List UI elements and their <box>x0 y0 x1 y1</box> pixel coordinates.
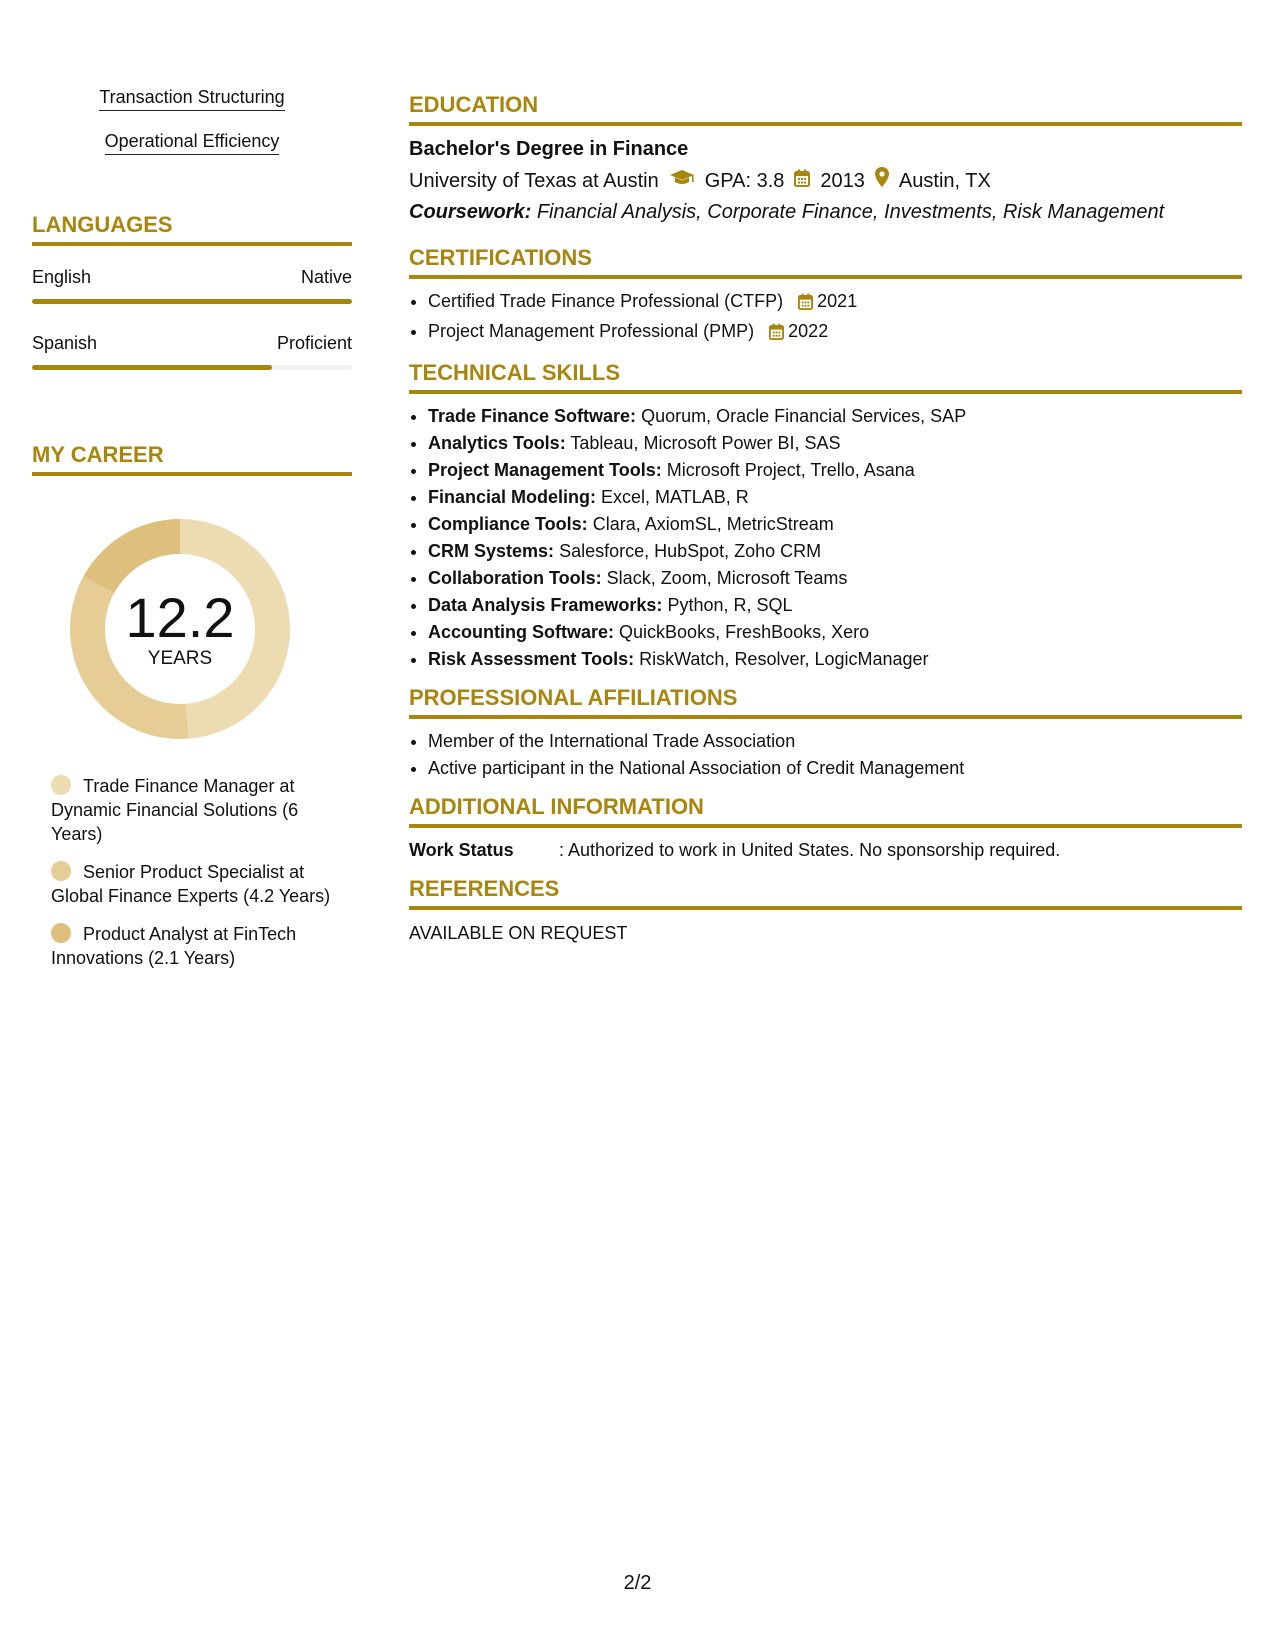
skill-tag-label: Operational Efficiency <box>105 130 280 155</box>
career-legend-text: Senior Product Specialist at Global Finance Experts (4.2 Years) <box>51 862 331 906</box>
calendar-icon <box>794 168 810 194</box>
career-legend-item <box>32 774 352 846</box>
skill-item <box>428 403 1242 430</box>
skill-value: Quorum, Oracle Financial Services, SAP <box>641 406 967 426</box>
language-progress-bar <box>32 365 352 370</box>
skill-value: QuickBooks, FreshBooks, Xero <box>619 622 870 642</box>
education-degree: Bachelor's Degree in Finance <box>409 138 689 160</box>
skill-label: Project Management Tools: <box>428 460 662 480</box>
skill-value: Tableau, Microsoft Power BI, SAS <box>570 433 841 453</box>
skill-item <box>428 619 1242 646</box>
skill-value: Microsoft Project, Trello, Asana <box>666 460 915 480</box>
skill-label: Accounting Software: <box>428 622 615 642</box>
work-status-label: Work Status <box>409 840 514 860</box>
career-heading: MY CAREER <box>32 442 352 476</box>
graduation-cap-icon <box>669 168 695 194</box>
career-legend-item <box>32 860 352 908</box>
calendar-icon <box>769 321 784 348</box>
skill-value: Salesforce, HubSpot, Zoho CRM <box>559 541 822 561</box>
language-progress-fill <box>32 365 272 370</box>
skill-item <box>428 511 1242 538</box>
technical-skills-list <box>409 403 1242 673</box>
education-heading: EDUCATION <box>409 92 1242 126</box>
education-year: 2013 <box>820 169 865 192</box>
skill-item <box>428 592 1242 619</box>
skill-value: Python, R, SQL <box>667 595 793 615</box>
skill-label: Risk Assessment Tools: <box>428 649 635 669</box>
coursework-value: Financial Analysis, Corporate Finance, Investments, Risk Management <box>536 201 1165 223</box>
coursework-label: Coursework: <box>409 201 532 223</box>
references-heading: REFERENCES <box>409 876 1242 910</box>
skill-value: RiskWatch, Resolver, LogicManager <box>639 649 929 669</box>
certifications-list <box>409 288 1242 348</box>
skill-label: Data Analysis Frameworks: <box>428 595 663 615</box>
technical-skills-heading: TECHNICAL SKILLS <box>409 360 1242 394</box>
career-legend-text: Product Analyst at FinTech Innovations (2.1 Years) <box>51 924 297 968</box>
skill-label: CRM Systems: <box>428 541 555 561</box>
languages-heading: LANGUAGES <box>32 212 352 246</box>
page-number: 2/2 <box>623 1572 652 1594</box>
language-progress-bar <box>32 299 352 304</box>
skill-tag-label: Transaction Structuring <box>99 86 284 111</box>
legend-dot-icon <box>51 923 71 943</box>
skill-label: Compliance Tools: <box>428 514 588 534</box>
skill-value: Clara, AxiomSL, MetricStream <box>592 514 834 534</box>
skill-tag <box>32 130 352 174</box>
career-donut-chart <box>65 514 295 744</box>
language-name: English <box>32 267 92 287</box>
education-location: Austin, TX <box>898 169 991 192</box>
skill-value: Excel, MATLAB, R <box>601 487 749 507</box>
education-meta <box>409 167 1242 194</box>
references-text: AVAILABLE ON REQUEST <box>409 923 628 943</box>
certification-item <box>428 288 1242 318</box>
career-years-unit: YEARS <box>147 648 213 669</box>
education-coursework <box>409 199 1242 225</box>
language-progress-fill <box>32 299 352 304</box>
skill-value: Slack, Zoom, Microsoft Teams <box>606 568 848 588</box>
skill-item <box>428 646 1242 673</box>
certification-year: 2021 <box>817 291 858 311</box>
certification-item <box>428 318 1242 348</box>
calendar-icon <box>798 291 813 318</box>
right-column <box>409 92 1242 945</box>
skill-label: Collaboration Tools: <box>428 568 602 588</box>
skill-item <box>428 457 1242 484</box>
skill-item <box>428 565 1242 592</box>
affiliation-item: • Member of the International Trade Association <box>428 728 1242 755</box>
language-level: Native <box>300 267 352 287</box>
legend-dot-icon <box>51 861 71 881</box>
affiliations-list <box>409 728 1242 782</box>
certifications-heading: CERTIFICATIONS <box>409 245 1242 279</box>
skill-item <box>428 538 1242 565</box>
career-legend-item <box>32 922 352 970</box>
skill-item <box>428 484 1242 511</box>
skill-label: Trade Finance Software: <box>428 406 637 426</box>
language-item <box>32 267 352 304</box>
work-status-row <box>409 838 1242 862</box>
location-pin-icon <box>875 167 889 194</box>
certification-name: Certified Trade Finance Professional (CTFP) <box>428 291 784 311</box>
career-legend-text: Trade Finance Manager at Dynamic Financial Solutions (6 Years) <box>51 776 299 844</box>
skill-item <box>428 430 1242 457</box>
language-level: Proficient <box>276 333 352 353</box>
language-item <box>32 333 352 370</box>
education-school: University of Texas at Austin <box>409 169 659 192</box>
language-name: Spanish <box>32 333 98 353</box>
affiliations-heading: PROFESSIONAL AFFILIATIONS <box>409 685 1242 719</box>
skill-label: Financial Modeling: <box>428 487 597 507</box>
skill-label: Analytics Tools: <box>428 433 566 453</box>
certification-name: Project Management Professional (PMP) <box>428 321 755 341</box>
career-legend <box>32 774 352 970</box>
skill-tag <box>32 86 352 130</box>
left-column <box>32 86 352 984</box>
education-gpa: GPA: 3.8 <box>704 169 785 192</box>
additional-info-heading: ADDITIONAL INFORMATION <box>409 794 1242 828</box>
career-total-years: 12.2 <box>125 586 235 649</box>
affiliation-item: • Active participant in the National Association of Credit Management <box>428 755 1242 782</box>
work-status-value: : Authorized to work in United States. No sponsorship required. <box>559 840 1061 860</box>
certification-year: 2022 <box>788 321 829 341</box>
legend-dot-icon <box>51 775 71 795</box>
